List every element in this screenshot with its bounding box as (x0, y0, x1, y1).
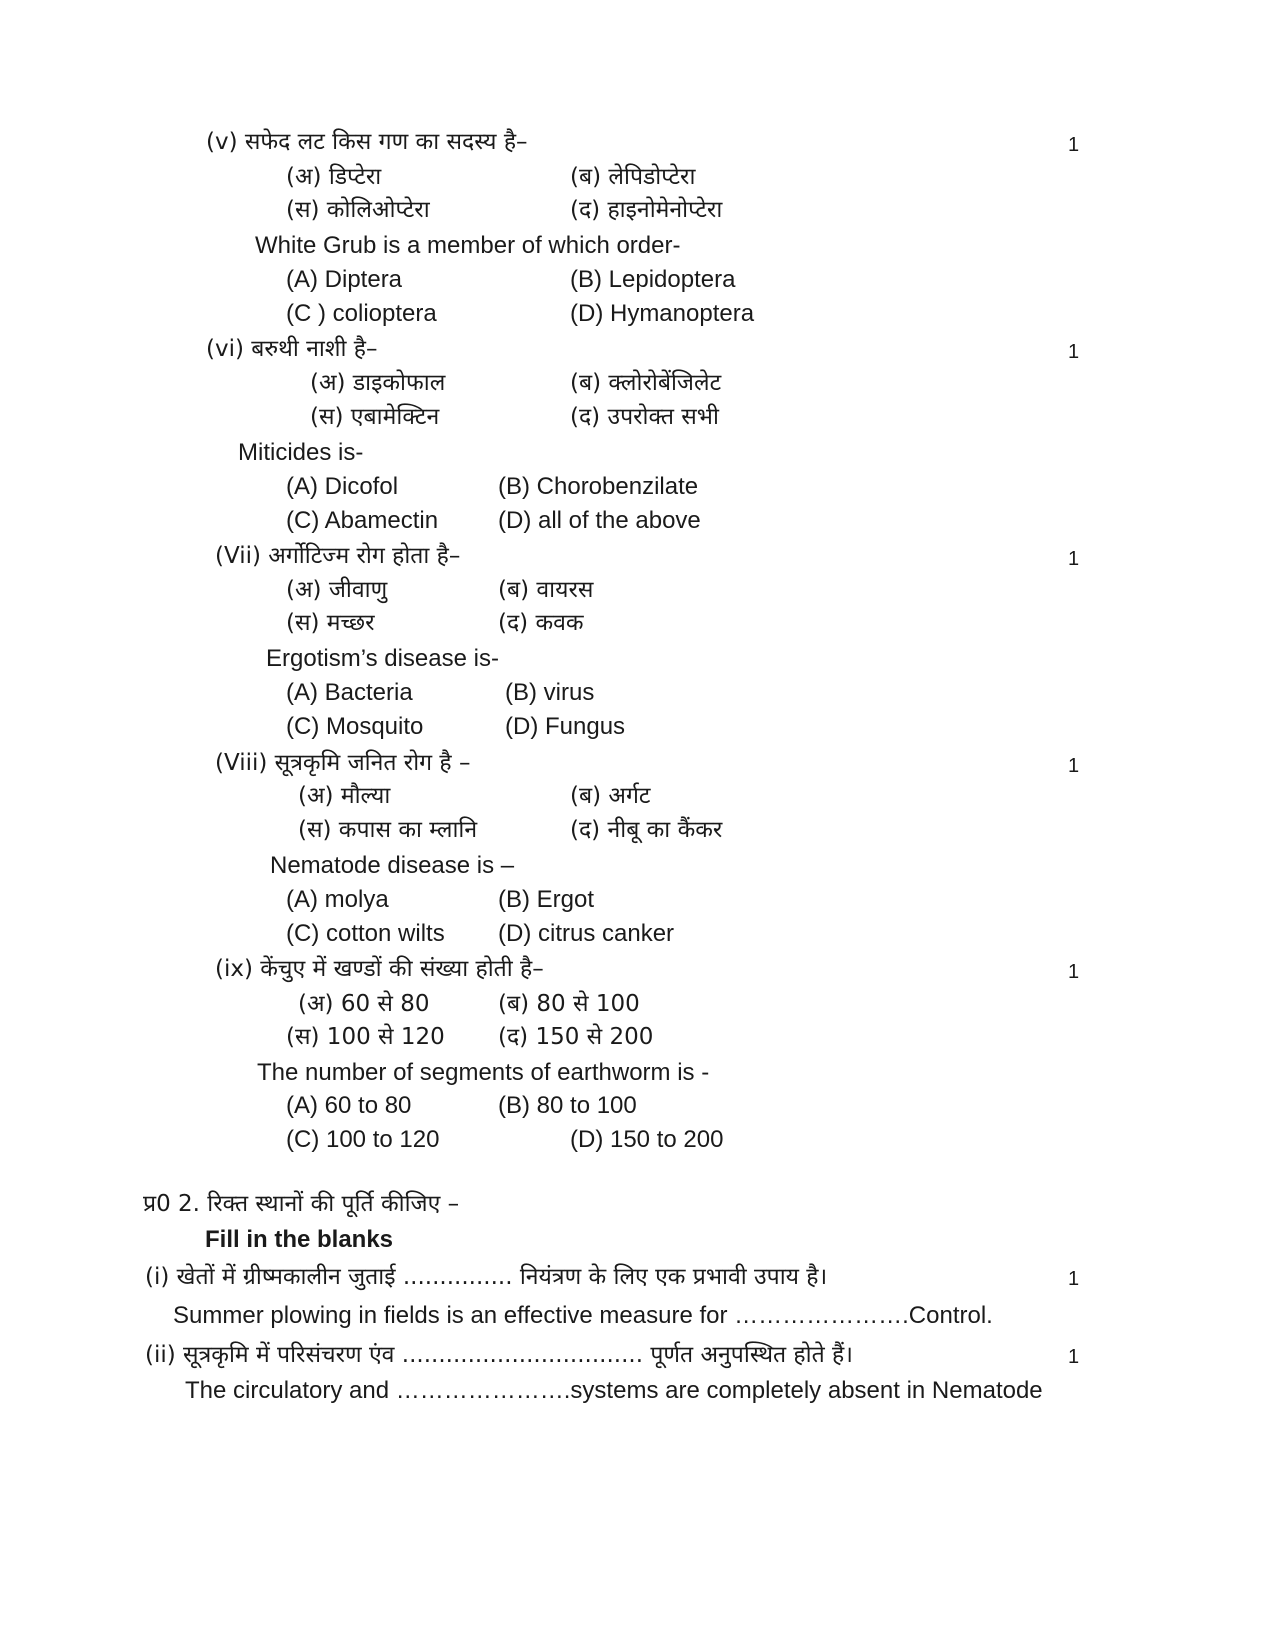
blank-1-mark: 1 (1068, 1268, 1080, 1290)
blank-2-mark: 1 (1068, 1346, 1080, 1368)
question-5-english-option-a: (A) Diptera (286, 266, 403, 293)
question-8-english-option-b: (B) Ergot (498, 886, 595, 913)
question-8-hindi-option-b: (ब) अर्गट (570, 783, 651, 809)
question-8-english-option-d: (D) citrus canker (498, 920, 675, 947)
question-9-mark: 1 (1068, 961, 1080, 983)
blank-2-english: The circulatory and ………………….systems are completely absent in Nematode (185, 1377, 1043, 1404)
question-5-hindi-option-b: (ब) लेपिडोप्टेरा (570, 164, 696, 190)
question-7-english-stem: Ergotism’s disease is- (266, 645, 499, 672)
question-7-english-option-d: (D) Fungus (505, 713, 626, 740)
question-5-english-option-b: (B) Lepidoptera (570, 266, 736, 293)
question-7-hindi-option-d: (द) कवक (498, 610, 584, 636)
question-6-english-option-b: (B) Chorobenzilate (498, 473, 699, 500)
question-9-hindi-option-a: (अ) 60 से 80 (298, 991, 430, 1017)
question-7-hindi-stem: (Vii) अर्गोटिज्म रोग होता है– (215, 543, 461, 569)
question-5-hindi-option-d: (द) हाइनोमेनोप्टेरा (570, 197, 723, 223)
question-9-english-stem: The number of segments of earthworm is - (257, 1059, 710, 1086)
question-5-hindi-stem: (v) सफेद लट किस गण का सदस्य है– (206, 129, 528, 155)
section-2-hindi-title: प्र0 2. रिक्त स्थानों की पूर्ति कीजिए – (143, 1191, 460, 1217)
blank-2-hindi: (ii) सूत्रकृमि में परिसंचरण एंव ................................. पूर्णत अनुपस्थित होते हैं। (145, 1342, 853, 1368)
question-8-hindi-option-c: (स) कपास का म्लानि (298, 817, 478, 843)
question-6-english-option-a: (A) Dicofol (286, 473, 399, 500)
question-6-hindi-option-a: (अ) डाइकोफाल (310, 370, 446, 396)
question-9-hindi-stem: (ix) केंचुए में खण्डों की संख्या होती है– (215, 956, 544, 982)
question-9-hindi-option-d: (द) 150 से 200 (498, 1024, 654, 1050)
question-6-hindi-option-c: (स) एबामेक्टिन (310, 404, 440, 430)
question-7-hindi-option-c: (स) मच्छर (286, 610, 375, 636)
question-6-english-option-c: (C) Abamectin (286, 507, 439, 534)
question-8-mark: 1 (1068, 755, 1080, 777)
question-5-hindi-option-a: (अ) डिप्टेरा (286, 164, 382, 190)
question-7-english-option-b: (B) virus (505, 679, 595, 706)
section-2-english-title: Fill in the blanks (205, 1226, 394, 1253)
question-5-english-option-d: (D) Hymanoptera (570, 300, 755, 327)
question-7-mark: 1 (1068, 548, 1080, 570)
question-6-hindi-stem: (vi) बरुथी नाशी है– (206, 336, 378, 362)
question-7-english-option-c: (C) Mosquito (286, 713, 424, 740)
question-6-hindi-option-d: (द) उपरोक्त सभी (570, 404, 719, 430)
question-9-english-option-c: (C) 100 to 120 (286, 1126, 440, 1153)
question-5-english-option-c: (C ) colioptera (286, 300, 437, 327)
question-8-english-option-c: (C) cotton wilts (286, 920, 445, 947)
question-7-hindi-option-b: (ब) वायरस (498, 577, 594, 603)
question-9-hindi-option-b: (ब) 80 से 100 (498, 991, 640, 1017)
question-5-mark: 1 (1068, 134, 1080, 156)
question-9-english-option-a: (A) 60 to 80 (286, 1092, 412, 1119)
blank-1-english: Summer plowing in fields is an effective measure for ………………….Control. (173, 1302, 993, 1329)
question-6-english-option-d: (D) all of the above (498, 507, 701, 534)
question-6-english-stem: Miticides is- (238, 439, 364, 466)
question-6-mark: 1 (1068, 341, 1080, 363)
question-8-english-stem: Nematode disease is – (270, 852, 515, 879)
question-5-english-stem: White Grub is a member of which order- (255, 232, 681, 259)
question-9-english-option-b: (B) 80 to 100 (498, 1092, 637, 1119)
question-7-hindi-option-a: (अ) जीवाणु (286, 577, 388, 603)
question-9-english-option-d: (D) 150 to 200 (570, 1126, 724, 1153)
question-7-english-option-a: (A) Bacteria (286, 679, 413, 706)
question-6-hindi-option-b: (ब) क्लोरोबेंजिलेट (570, 370, 722, 396)
question-8-hindi-option-a: (अ) मौल्या (298, 783, 391, 809)
question-9-hindi-option-c: (स) 100 से 120 (286, 1024, 445, 1050)
question-8-hindi-option-d: (द) नीबू का कैंकर (570, 817, 723, 843)
blank-1-hindi: (i) खेतों में ग्रीष्मकालीन जुताई ............... नियंत्रण के लिए एक प्रभावी उपाय है। (145, 1264, 828, 1290)
question-5-hindi-option-c: (स) कोलिओप्टेरा (286, 197, 430, 223)
question-8-english-option-a: (A) molya (286, 886, 389, 913)
question-8-hindi-stem: (Viii) सूत्रकृमि जनित रोग है – (215, 750, 471, 776)
